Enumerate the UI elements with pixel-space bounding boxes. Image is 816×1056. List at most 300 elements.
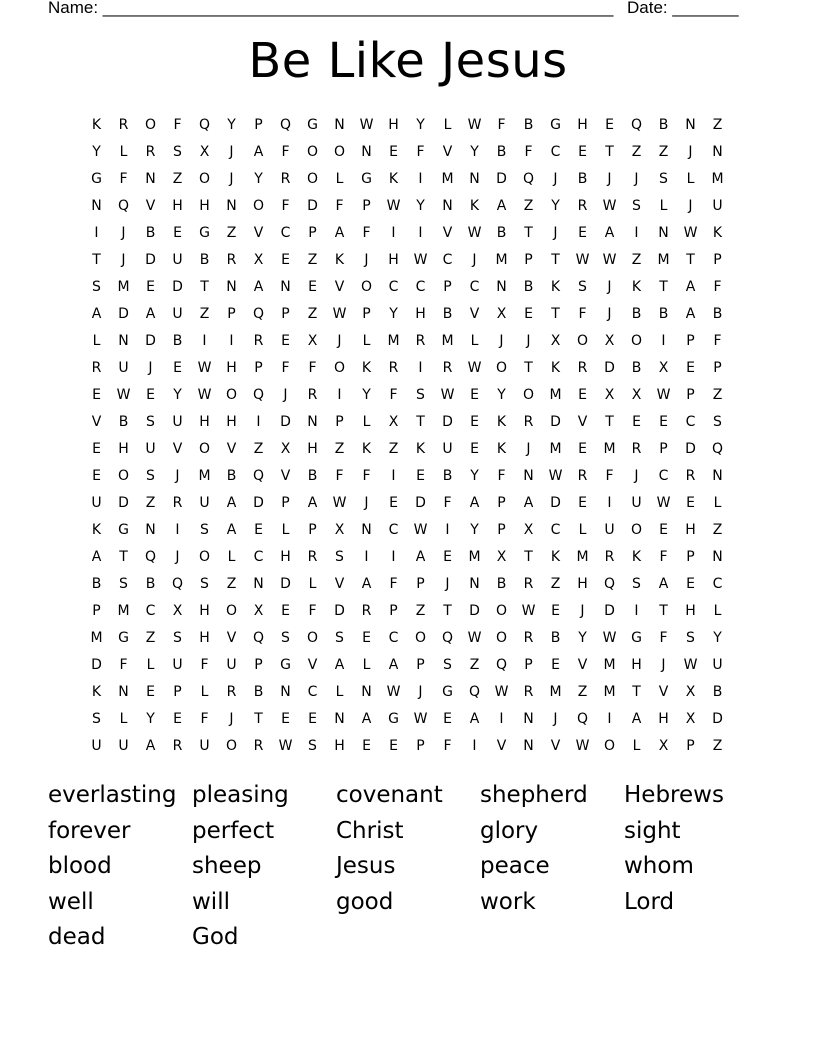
- grid-letter: N: [712, 143, 723, 160]
- grid-letter: Q: [468, 683, 481, 700]
- grid-letter: F: [389, 575, 398, 592]
- grid-letter: Q: [252, 629, 265, 646]
- grid-letter: H: [685, 521, 696, 538]
- grid-letter: I: [229, 332, 234, 349]
- grid-letter: T: [686, 251, 695, 268]
- grid-letter: U: [199, 737, 210, 754]
- grid-letter: M: [657, 251, 670, 268]
- grid-letter: E: [578, 224, 587, 241]
- grid-letter: E: [578, 386, 587, 403]
- word-bank-item: Hebrews: [624, 782, 724, 808]
- grid-letter: A: [334, 656, 345, 673]
- grid-letter: X: [253, 251, 264, 268]
- grid-letter: Q: [252, 305, 265, 322]
- grid-letter: S: [281, 629, 290, 646]
- page-title: Be Like Jesus: [248, 33, 568, 89]
- grid-letter: S: [92, 710, 101, 727]
- grid-letter: U: [145, 440, 156, 457]
- grid-letter: J: [364, 494, 369, 511]
- grid-letter: Z: [712, 737, 723, 754]
- grid-letter: E: [578, 440, 587, 457]
- grid-letter: N: [145, 170, 156, 187]
- grid-letter: V: [253, 224, 264, 241]
- grid-letter: P: [524, 251, 533, 268]
- grid-letter: L: [362, 656, 371, 673]
- grid-letter: X: [199, 143, 210, 160]
- grid-letter: J: [688, 197, 693, 214]
- grid-letter: W: [440, 386, 455, 403]
- grid-letter: R: [577, 467, 588, 484]
- grid-letter: U: [712, 197, 723, 214]
- grid-letter: O: [225, 602, 238, 619]
- grid-letter: E: [578, 143, 587, 160]
- grid-letter: O: [225, 737, 238, 754]
- grid-letter: N: [361, 521, 372, 538]
- grid-letter: T: [632, 683, 641, 700]
- grid-letter: K: [496, 413, 507, 430]
- grid-letter: X: [388, 413, 399, 430]
- grid-letter: E: [686, 359, 695, 376]
- grid-letter: F: [713, 278, 722, 295]
- grid-letter: D: [145, 251, 156, 268]
- grid-letter: X: [496, 305, 507, 322]
- grid-letter: F: [362, 467, 371, 484]
- grid-letter: B: [496, 575, 507, 592]
- grid-letter: G: [307, 116, 318, 133]
- grid-letter: P: [254, 116, 263, 133]
- grid-letter: U: [226, 656, 237, 673]
- grid-letter: I: [499, 710, 504, 727]
- grid-letter: E: [281, 602, 290, 619]
- grid-letter: F: [173, 116, 182, 133]
- grid-letter: K: [469, 197, 480, 214]
- grid-letter: P: [281, 494, 290, 511]
- grid-letter: W: [467, 224, 482, 241]
- grid-letter: T: [443, 602, 452, 619]
- grid-letter: O: [252, 197, 265, 214]
- grid-letter: L: [578, 521, 587, 538]
- grid-letter: Z: [550, 575, 561, 592]
- grid-letter: Y: [92, 143, 101, 160]
- grid-letter: O: [630, 521, 643, 538]
- grid-letter: Q: [630, 116, 643, 133]
- word-bank-item: whom: [624, 853, 694, 879]
- grid-letter: D: [118, 494, 129, 511]
- grid-letter: C: [658, 467, 669, 484]
- grid-letter: B: [658, 305, 669, 322]
- grid-letter: T: [659, 602, 668, 619]
- word-bank-item: peace: [480, 853, 550, 879]
- grid-letter: W: [467, 629, 482, 646]
- grid-letter: A: [145, 305, 156, 322]
- grid-letter: N: [334, 710, 345, 727]
- grid-letter: W: [656, 386, 671, 403]
- grid-letter: V: [550, 737, 561, 754]
- grid-letter: J: [553, 224, 558, 241]
- word-bank-item: forever: [48, 817, 131, 844]
- grid-letter: C: [550, 143, 561, 160]
- grid-letter: D: [442, 413, 453, 430]
- grid-letter: R: [685, 467, 696, 484]
- grid-letter: E: [308, 278, 317, 295]
- grid-letter: X: [496, 548, 507, 565]
- grid-letter: E: [605, 116, 614, 133]
- grid-letter: V: [280, 467, 291, 484]
- grid-letter: X: [604, 386, 615, 403]
- grid-letter: S: [92, 278, 101, 295]
- grid-letter: U: [172, 251, 183, 268]
- grid-letter: L: [632, 737, 641, 754]
- grid-letter: N: [307, 413, 318, 430]
- grid-letter: O: [333, 359, 346, 376]
- grid-letter: Z: [145, 629, 156, 646]
- grid-letter: J: [499, 332, 504, 349]
- grid-letter: R: [523, 575, 534, 592]
- grid-letter: I: [634, 224, 639, 241]
- grid-letter: L: [713, 602, 722, 619]
- grid-letter: S: [686, 629, 695, 646]
- grid-letter: B: [631, 359, 642, 376]
- grid-letter: M: [603, 440, 616, 457]
- grid-letter: K: [550, 359, 561, 376]
- grid-letter: I: [472, 737, 477, 754]
- grid-letter: A: [145, 737, 156, 754]
- grid-letter: M: [549, 440, 562, 457]
- grid-letter: J: [148, 359, 153, 376]
- grid-letter: Z: [388, 440, 399, 457]
- word-bank-item: everlasting: [48, 782, 177, 808]
- grid-letter: Z: [658, 143, 669, 160]
- grid-letter: Z: [631, 143, 642, 160]
- grid-letter: M: [90, 629, 103, 646]
- grid-letter: Y: [713, 629, 722, 646]
- grid-letter: S: [146, 413, 155, 430]
- grid-letter: O: [117, 467, 130, 484]
- grid-letter: X: [172, 602, 183, 619]
- grid-letter: Z: [334, 440, 345, 457]
- grid-letter: W: [413, 251, 428, 268]
- grid-letter: B: [91, 575, 102, 592]
- grid-letter: I: [94, 224, 99, 241]
- grid-letter: Q: [117, 197, 130, 214]
- grid-letter: W: [332, 494, 347, 511]
- grid-letter: N: [118, 683, 129, 700]
- grid-letter: B: [712, 305, 723, 322]
- grid-letter: W: [548, 467, 563, 484]
- grid-letter: E: [632, 413, 641, 430]
- grid-letter: T: [605, 413, 614, 430]
- word-bank-item: blood: [48, 853, 112, 879]
- grid-letter: E: [389, 494, 398, 511]
- grid-letter: H: [199, 413, 210, 430]
- grid-letter: B: [442, 467, 453, 484]
- grid-letter: L: [308, 575, 317, 592]
- grid-letter: O: [144, 116, 157, 133]
- grid-letter: Z: [226, 224, 237, 241]
- grid-letter: D: [496, 170, 507, 187]
- grid-letter: E: [362, 629, 371, 646]
- grid-letter: X: [253, 602, 264, 619]
- word-bank-item: sight: [624, 817, 681, 844]
- grid-letter: C: [388, 629, 399, 646]
- grid-letter: A: [91, 548, 102, 565]
- grid-letter: I: [418, 170, 423, 187]
- grid-letter: R: [631, 440, 642, 457]
- grid-letter: O: [495, 629, 508, 646]
- grid-letter: P: [254, 656, 263, 673]
- grid-letter: J: [229, 710, 234, 727]
- grid-letter: F: [497, 467, 506, 484]
- grid-letter: L: [713, 494, 722, 511]
- grid-letter: P: [308, 224, 317, 241]
- grid-letter: E: [389, 737, 398, 754]
- grid-letter: P: [254, 359, 263, 376]
- grid-letter: V: [334, 278, 345, 295]
- grid-letter: B: [118, 413, 129, 430]
- grid-letter: S: [200, 575, 209, 592]
- grid-letter: H: [388, 116, 399, 133]
- grid-letter: H: [118, 440, 129, 457]
- grid-letter: K: [361, 359, 372, 376]
- grid-letter: E: [146, 683, 155, 700]
- word-bank-item: Christ: [336, 817, 404, 844]
- grid-letter: I: [202, 332, 207, 349]
- grid-letter: W: [683, 656, 698, 673]
- grid-letter: Z: [712, 521, 723, 538]
- grid-letter: I: [661, 332, 666, 349]
- grid-letter: L: [119, 143, 128, 160]
- grid-letter: T: [659, 278, 668, 295]
- grid-letter: A: [631, 710, 642, 727]
- grid-letter: D: [685, 440, 696, 457]
- grid-letter: J: [526, 332, 531, 349]
- grid-letter: E: [578, 494, 587, 511]
- grid-letter: N: [280, 683, 291, 700]
- grid-letter: Q: [576, 710, 589, 727]
- grid-letter: P: [335, 413, 344, 430]
- grid-letter: P: [362, 305, 371, 322]
- grid-letter: H: [334, 737, 345, 754]
- grid-letter: P: [92, 602, 101, 619]
- grid-letter: V: [469, 305, 480, 322]
- grid-letter: N: [280, 278, 291, 295]
- grid-letter: O: [630, 332, 643, 349]
- grid-letter: A: [658, 575, 669, 592]
- grid-letter: L: [659, 197, 668, 214]
- grid-letter: P: [497, 521, 506, 538]
- grid-letter: T: [254, 710, 263, 727]
- grid-letter: F: [119, 170, 128, 187]
- grid-letter: E: [551, 656, 560, 673]
- grid-letter: V: [91, 413, 102, 430]
- grid-letter: J: [229, 170, 234, 187]
- grid-letter: C: [145, 602, 156, 619]
- grid-letter: A: [469, 710, 480, 727]
- date-field-label: Date: _______: [627, 0, 739, 17]
- grid-letter: L: [470, 332, 479, 349]
- grid-letter: T: [524, 548, 533, 565]
- grid-letter: H: [226, 413, 237, 430]
- grid-letter: A: [253, 143, 264, 160]
- grid-letter: G: [118, 629, 129, 646]
- grid-letter: R: [172, 494, 183, 511]
- grid-letter: W: [386, 197, 401, 214]
- grid-letter: W: [197, 386, 212, 403]
- grid-letter: D: [307, 197, 318, 214]
- grid-letter: K: [712, 224, 723, 241]
- grid-letter: P: [497, 494, 506, 511]
- grid-letter: E: [92, 386, 101, 403]
- grid-letter: P: [308, 521, 317, 538]
- grid-letter: J: [229, 143, 234, 160]
- grid-letter: N: [361, 683, 372, 700]
- grid-letter: Q: [522, 170, 535, 187]
- grid-letter: N: [469, 575, 480, 592]
- grid-letter: A: [307, 494, 318, 511]
- grid-letter: K: [361, 440, 372, 457]
- letter-grid: [83, 111, 731, 759]
- grid-letter: Z: [577, 683, 588, 700]
- grid-letter: M: [198, 467, 211, 484]
- grid-letter: V: [226, 440, 237, 457]
- grid-letter: M: [711, 170, 724, 187]
- grid-letter: U: [442, 440, 453, 457]
- grid-letter: M: [468, 548, 481, 565]
- grid-letter: E: [173, 224, 182, 241]
- grid-letter: J: [661, 656, 666, 673]
- grid-letter: E: [416, 467, 425, 484]
- grid-letter: R: [415, 332, 426, 349]
- grid-letter: N: [523, 467, 534, 484]
- grid-letter: W: [521, 602, 536, 619]
- grid-letter: M: [441, 332, 454, 349]
- grid-letter: Z: [523, 197, 534, 214]
- grid-letter: F: [389, 386, 398, 403]
- grid-letter: A: [496, 197, 507, 214]
- grid-letter: A: [604, 224, 615, 241]
- grid-letter: E: [254, 521, 263, 538]
- grid-letter: N: [658, 224, 669, 241]
- grid-letter: Y: [389, 305, 398, 322]
- grid-letter: P: [416, 737, 425, 754]
- grid-letter: K: [550, 548, 561, 565]
- grid-letter: U: [91, 494, 102, 511]
- grid-letter: G: [442, 683, 453, 700]
- grid-letter: F: [200, 656, 209, 673]
- grid-letter: E: [173, 359, 182, 376]
- grid-letter: R: [523, 683, 534, 700]
- grid-letter: B: [145, 224, 156, 241]
- grid-letter: S: [443, 656, 452, 673]
- grid-letter: J: [418, 683, 423, 700]
- grid-letter: V: [577, 413, 588, 430]
- grid-letter: R: [388, 359, 399, 376]
- grid-letter: H: [199, 629, 210, 646]
- grid-letter: W: [116, 386, 131, 403]
- grid-letter: L: [281, 521, 290, 538]
- grid-letter: A: [361, 575, 372, 592]
- grid-letter: W: [413, 710, 428, 727]
- grid-letter: T: [524, 224, 533, 241]
- grid-letter: O: [306, 143, 319, 160]
- grid-letter: U: [118, 737, 129, 754]
- grid-letter: J: [607, 170, 612, 187]
- grid-letter: O: [198, 548, 211, 565]
- grid-letter: B: [523, 116, 534, 133]
- grid-letter: D: [334, 602, 345, 619]
- grid-letter: P: [713, 359, 722, 376]
- grid-letter: P: [173, 683, 182, 700]
- grid-letter: P: [362, 197, 371, 214]
- grid-letter: I: [391, 224, 396, 241]
- grid-letter: E: [551, 602, 560, 619]
- word-bank-item: Jesus: [336, 853, 396, 879]
- grid-letter: Y: [362, 386, 371, 403]
- grid-letter: B: [631, 305, 642, 322]
- grid-letter: K: [334, 251, 345, 268]
- grid-letter: J: [445, 575, 450, 592]
- grid-letter: N: [442, 197, 453, 214]
- grid-letter: S: [713, 413, 722, 430]
- word-bank-item: Lord: [624, 888, 675, 915]
- grid-letter: K: [388, 170, 399, 187]
- grid-letter: M: [603, 656, 616, 673]
- grid-letter: N: [361, 143, 372, 160]
- grid-letter: Y: [254, 170, 263, 187]
- grid-letter: D: [280, 413, 291, 430]
- grid-letter: P: [227, 305, 236, 322]
- grid-letter: A: [523, 494, 534, 511]
- grid-letter: S: [335, 629, 344, 646]
- grid-letter: W: [467, 116, 482, 133]
- grid-letter: U: [712, 656, 723, 673]
- grid-letter: V: [442, 224, 453, 241]
- grid-letter: K: [415, 440, 426, 457]
- grid-letter: B: [496, 143, 507, 160]
- grid-letter: R: [442, 359, 453, 376]
- grid-letter: O: [603, 737, 616, 754]
- grid-letter: M: [549, 683, 562, 700]
- grid-letter: B: [577, 170, 588, 187]
- grid-letter: K: [631, 278, 642, 295]
- grid-letter: B: [307, 467, 318, 484]
- grid-letter: E: [146, 386, 155, 403]
- grid-letter: M: [117, 278, 130, 295]
- grid-letter: H: [172, 197, 183, 214]
- grid-letter: G: [631, 629, 642, 646]
- word-bank-item: God: [192, 924, 239, 950]
- grid-letter: B: [712, 683, 723, 700]
- grid-letter: J: [607, 278, 612, 295]
- grid-letter: H: [577, 575, 588, 592]
- grid-letter: E: [92, 440, 101, 457]
- grid-letter: V: [172, 440, 183, 457]
- grid-letter: R: [118, 116, 129, 133]
- grid-letter: O: [495, 359, 508, 376]
- grid-letter: J: [526, 440, 531, 457]
- grid-letter: O: [225, 386, 238, 403]
- grid-letter: R: [307, 548, 318, 565]
- grid-letter: D: [172, 278, 183, 295]
- grid-letter: F: [281, 359, 290, 376]
- grid-letter: H: [199, 197, 210, 214]
- grid-letter: N: [253, 575, 264, 592]
- grid-letter: O: [495, 602, 508, 619]
- grid-letter: D: [604, 359, 615, 376]
- grid-letter: G: [118, 521, 129, 538]
- grid-letter: R: [226, 251, 237, 268]
- grid-letter: D: [712, 710, 723, 727]
